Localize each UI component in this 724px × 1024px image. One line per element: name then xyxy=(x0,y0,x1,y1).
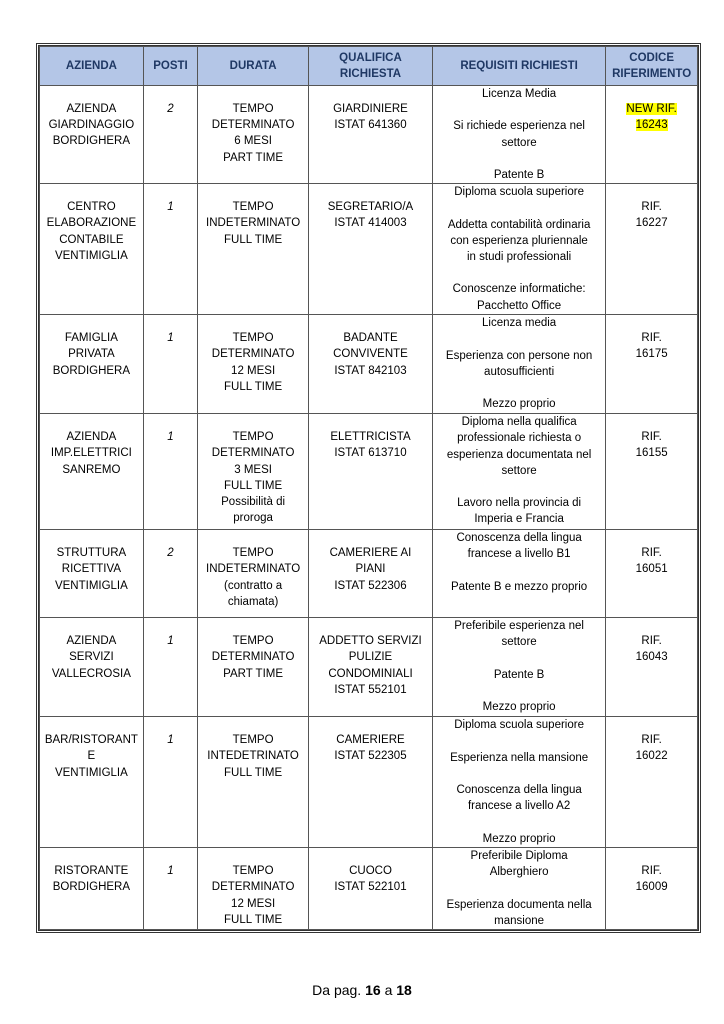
cell-durata-line: Possibilità di xyxy=(221,496,286,508)
cell-qualifica xyxy=(309,184,433,315)
cell-requisiti-line: Diploma scuola superiore xyxy=(454,719,584,732)
cell-codice-line: RIF. xyxy=(641,734,662,747)
cell-requisiti-line: esperienza documentata nel xyxy=(446,448,592,461)
cell-qualifica-line: CONVIVENTE xyxy=(333,348,408,361)
cell-codice-line: 16175 xyxy=(635,348,668,361)
cell-durata xyxy=(198,848,309,930)
table-row xyxy=(40,530,698,618)
table-row xyxy=(40,414,698,530)
cell-codice xyxy=(606,86,698,184)
cell-durata-line: (contratto a xyxy=(224,579,283,592)
header-requisiti: REQUISITI RICHIESTI xyxy=(432,47,605,86)
cell-requisiti xyxy=(432,315,605,414)
cell-qualifica-line: ISTAT 522305 xyxy=(334,750,407,763)
cell-qualifica-line: ISTAT 522101 xyxy=(334,881,407,894)
cell-requisiti-line: Patente B e mezzo proprio xyxy=(451,580,588,593)
cell-codice xyxy=(606,618,698,717)
cell-qualifica-line: ISTAT 414003 xyxy=(334,217,407,230)
cell-azienda-line: CONTABILE xyxy=(59,233,124,246)
cell-durata-line: TEMPO xyxy=(232,865,274,878)
cell-requisiti-line: Patente B xyxy=(493,168,545,181)
table-row xyxy=(40,848,698,930)
cell-azienda-line: BORDIGHERA xyxy=(52,364,131,377)
cell-codice xyxy=(606,530,698,618)
cell-codice-line: 16227 xyxy=(635,217,668,230)
cell-qualifica-line: ISTAT 522306 xyxy=(334,579,407,592)
table-row xyxy=(40,184,698,315)
cell-durata xyxy=(198,717,309,848)
cell-durata xyxy=(198,184,309,315)
cell-azienda-line: VENTIMIGLIA xyxy=(54,579,128,592)
cell-azienda-line: AZIENDA xyxy=(66,431,117,444)
cell-azienda-line: SERVIZI xyxy=(69,651,114,664)
cell-azienda-line: VALLECROSIA xyxy=(51,667,131,680)
cell-requisiti-line xyxy=(436,151,602,167)
cell-qualifica-line: ISTAT 641360 xyxy=(334,119,407,132)
table-row xyxy=(40,86,698,184)
cell-requisiti xyxy=(432,414,605,530)
cell-qualifica-line: ADDETTO SERVIZI xyxy=(319,635,422,648)
cell-posti: 1 xyxy=(143,414,197,530)
cell-requisiti-line: con esperienza pluriennale xyxy=(450,234,588,247)
cell-durata-line: TEMPO xyxy=(232,635,274,648)
cell-durata xyxy=(198,618,309,717)
cell-codice-line: RIF. xyxy=(641,865,662,878)
cell-qualifica-line: SEGRETARIO/A xyxy=(327,201,414,214)
cell-durata-line: 12 MESI xyxy=(231,364,276,377)
cell-azienda-line: BORDIGHERA xyxy=(52,881,131,894)
cell-requisiti xyxy=(432,618,605,717)
cell-qualifica-line: CUOCO xyxy=(349,865,392,878)
cell-requisiti-line: Licenza Media xyxy=(482,88,557,100)
cell-requisiti-line: Licenza media xyxy=(482,317,557,330)
header-posti: POSTI xyxy=(143,47,197,86)
cell-codice-line: 16043 xyxy=(635,651,668,664)
header-qualifica-line: QUALIFICA xyxy=(339,51,402,64)
footer-page-from: 16 xyxy=(365,982,381,998)
cell-requisiti-line: Alberghiero xyxy=(489,866,549,879)
cell-qualifica-line: CONDOMINIALI xyxy=(328,667,413,680)
cell-requisiti-line: mansione xyxy=(494,914,545,927)
cell-qualifica-line: ELETTRICISTA xyxy=(330,431,411,444)
cell-qualifica-line: PIANI xyxy=(355,563,386,576)
cell-durata-line: TEMPO xyxy=(232,103,274,115)
cell-azienda xyxy=(40,414,144,530)
cell-requisiti-line: Addetta contabilità ordinaria xyxy=(447,218,591,231)
cell-requisiti-line: Mezzo proprio xyxy=(482,832,556,845)
cell-azienda xyxy=(40,717,144,848)
cell-durata-line: PART TIME xyxy=(223,667,284,680)
cell-requisiti-line: francese a livello A2 xyxy=(467,800,571,813)
cell-durata-line: DETERMINATO xyxy=(211,348,295,361)
cell-requisiti-line xyxy=(436,766,602,782)
cell-qualifica-line: ISTAT 842103 xyxy=(334,364,407,377)
cell-codice xyxy=(606,184,698,315)
cell-requisiti-line: Esperienza documenta nella xyxy=(446,898,592,911)
cell-requisiti-line: Patente B xyxy=(493,668,545,681)
cell-azienda xyxy=(40,530,144,618)
cell-azienda-line: CENTRO xyxy=(67,201,116,214)
cell-posti: 1 xyxy=(143,315,197,414)
cell-durata-line: INDETERMINATO xyxy=(206,563,301,576)
cell-requisiti-line: Conoscenza della lingua xyxy=(456,783,582,796)
cell-requisiti-line xyxy=(436,479,602,495)
cell-requisiti-line: settore xyxy=(501,136,537,149)
cell-durata-line: TEMPO xyxy=(232,201,274,214)
cell-posti: 2 xyxy=(143,530,197,618)
cell-azienda-line: FAMIGLIA xyxy=(64,332,118,345)
cell-posti: 1 xyxy=(143,184,197,315)
cell-azienda-line: ELABORAZIONE xyxy=(46,217,137,230)
cell-azienda xyxy=(40,184,144,315)
cell-qualifica-line: PULIZIE xyxy=(348,651,393,664)
cell-azienda-line: PRIVATA xyxy=(68,348,115,361)
cell-requisiti-line xyxy=(436,814,602,830)
cell-requisiti-line xyxy=(436,733,602,749)
cell-codice-line xyxy=(609,101,694,117)
cell-durata-line: TEMPO xyxy=(232,547,274,560)
cell-requisiti-line xyxy=(436,651,602,667)
cell-codice xyxy=(606,848,698,930)
cell-azienda-line: VENTIMIGLIA xyxy=(54,249,128,262)
cell-requisiti-line xyxy=(436,200,602,216)
cell-durata xyxy=(198,414,309,530)
cell-codice-line: RIF. xyxy=(641,431,662,444)
table-row xyxy=(40,618,698,717)
cell-qualifica-line: CAMERIERE xyxy=(336,734,405,747)
cell-durata-line: 6 MESI xyxy=(234,135,272,148)
cell-qualifica-line: CAMERIERE AI xyxy=(329,547,412,560)
cell-qualifica xyxy=(309,315,433,414)
cell-requisiti xyxy=(432,184,605,315)
cell-durata-line: TEMPO xyxy=(232,332,274,345)
header-durata: DURATA xyxy=(198,47,309,86)
table-header-row xyxy=(40,47,698,86)
cell-durata-line: INTEDETRINATO xyxy=(207,750,299,763)
cell-requisiti-line xyxy=(436,683,602,699)
cell-durata-line: FULL TIME xyxy=(224,233,283,246)
cell-azienda-line: IMP.ELETTRICI xyxy=(50,447,132,460)
cell-requisiti-line: settore xyxy=(501,636,537,649)
cell-requisiti-line xyxy=(436,331,602,347)
cell-qualifica xyxy=(309,530,433,618)
cell-durata-line: 3 MESI xyxy=(234,463,272,476)
cell-azienda-line: GIARDINAGGIO xyxy=(48,119,135,132)
cell-requisiti-line: professionale richiesta o xyxy=(457,432,582,445)
cell-azienda xyxy=(40,86,144,184)
cell-qualifica-line: GIARDINIERE xyxy=(333,103,408,115)
cell-azienda-line: BORDIGHERA xyxy=(52,135,131,148)
cell-durata-line: PART TIME xyxy=(223,151,284,164)
cell-requisiti-line: francese a livello B1 xyxy=(467,548,571,561)
cell-posti: 1 xyxy=(143,618,197,717)
cell-durata-line: FULL TIME xyxy=(224,913,283,926)
cell-requisiti-line: settore xyxy=(501,464,537,477)
cell-requisiti-line: Diploma scuola superiore xyxy=(454,186,584,199)
cell-durata-line: DETERMINATO xyxy=(211,881,295,894)
cell-requisiti xyxy=(432,848,605,930)
cell-codice-line: RIF. xyxy=(641,635,662,648)
cell-azienda-line: E xyxy=(87,750,96,763)
cell-requisiti-line: Imperia e Francia xyxy=(474,513,564,526)
cell-codice-line: 16009 xyxy=(635,881,668,894)
cell-azienda-line: AZIENDA xyxy=(66,635,117,648)
cell-requisiti xyxy=(432,530,605,618)
footer-prefix: Da pag. xyxy=(312,982,362,998)
cell-azienda-line: VENTIMIGLIA xyxy=(54,766,128,779)
cell-requisiti-line xyxy=(436,380,602,396)
cell-durata-line: FULL TIME xyxy=(224,766,283,779)
cell-codice xyxy=(606,315,698,414)
cell-qualifica-line: BADANTE xyxy=(343,332,398,345)
cell-codice-line: 16022 xyxy=(635,750,668,763)
cell-qualifica-line: ISTAT 613710 xyxy=(334,447,407,460)
cell-durata-line: TEMPO xyxy=(232,734,274,747)
page-range-footer xyxy=(0,982,724,998)
cell-azienda-line: AZIENDA xyxy=(66,103,117,115)
header-codice xyxy=(606,47,698,86)
cell-requisiti-line: in studi professionali xyxy=(467,250,572,263)
cell-requisiti-line: Esperienza con persone non xyxy=(445,349,593,362)
new-ref-highlight: 16243 xyxy=(635,119,668,132)
cell-codice-line: 16051 xyxy=(635,563,668,576)
cell-qualifica-line: ISTAT 552101 xyxy=(334,683,407,696)
cell-qualifica xyxy=(309,86,433,184)
cell-requisiti-line: Mezzo proprio xyxy=(482,701,556,714)
cell-codice-line: RIF. xyxy=(641,201,662,214)
cell-durata-line: proroga xyxy=(233,512,273,525)
cell-codice xyxy=(606,414,698,530)
cell-requisiti-line: Pacchetto Office xyxy=(477,299,562,312)
header-azienda: AZIENDA xyxy=(40,47,144,86)
cell-azienda xyxy=(40,618,144,717)
header-codice-line: RIFERIMENTO xyxy=(612,68,692,80)
table-row xyxy=(40,315,698,414)
cell-azienda xyxy=(40,315,144,414)
cell-durata-line: DETERMINATO xyxy=(211,651,295,664)
cell-requisiti-line: Si richiede esperienza nel xyxy=(453,120,585,133)
job-listings-table xyxy=(36,43,701,933)
cell-durata-line: DETERMINATO xyxy=(211,119,295,132)
cell-requisiti-line xyxy=(436,563,602,579)
cell-azienda-line: RICETTIVA xyxy=(61,563,121,576)
header-qualifica xyxy=(309,47,433,86)
footer-middle: a xyxy=(384,982,393,998)
header-codice-line: CODICE xyxy=(629,51,674,64)
cell-requisiti-line xyxy=(436,102,602,118)
cell-durata xyxy=(198,315,309,414)
cell-durata-line: FULL TIME xyxy=(224,479,283,492)
cell-requisiti-line: Preferibile Diploma xyxy=(470,850,568,863)
cell-posti: 2 xyxy=(143,86,197,184)
cell-azienda xyxy=(40,848,144,930)
cell-azienda-line: RISTORANTE xyxy=(54,865,129,878)
footer-page-to: 18 xyxy=(396,982,412,998)
cell-azienda-line: STRUTTURA xyxy=(56,547,127,560)
cell-requisiti xyxy=(432,86,605,184)
cell-requisiti-line xyxy=(436,265,602,281)
cell-requisiti-line: autosufficienti xyxy=(484,365,555,378)
cell-requisiti xyxy=(432,717,605,848)
cell-posti: 1 xyxy=(143,717,197,848)
cell-requisiti-line: Lavoro nella provincia di xyxy=(457,497,582,510)
cell-codice-line xyxy=(609,117,694,133)
cell-qualifica xyxy=(309,618,433,717)
cell-requisiti-line xyxy=(436,881,602,897)
cell-durata xyxy=(198,530,309,618)
cell-codice-line: 16155 xyxy=(635,447,668,460)
cell-codice xyxy=(606,717,698,848)
cell-codice-line: RIF. xyxy=(641,332,662,345)
cell-requisiti-line: Esperienza nella mansione xyxy=(450,751,589,764)
cell-codice-line: RIF. xyxy=(641,547,662,560)
cell-durata-line: INDETERMINATO xyxy=(206,217,301,230)
header-qualifica-line: RICHIESTA xyxy=(339,68,402,80)
cell-requisiti-line: Mezzo proprio xyxy=(482,398,556,411)
cell-qualifica xyxy=(309,414,433,530)
cell-qualifica xyxy=(309,848,433,930)
table-row xyxy=(40,717,698,848)
cell-durata-line: TEMPO xyxy=(232,431,274,444)
cell-durata-line: FULL TIME xyxy=(224,380,283,393)
table-body xyxy=(40,86,698,930)
cell-azienda-line: BAR/RISTORANT xyxy=(44,734,138,747)
cell-durata xyxy=(198,86,309,184)
cell-durata-line: 12 MESI xyxy=(231,897,276,910)
cell-durata-line: chiamata) xyxy=(227,595,279,608)
cell-requisiti-line: Preferibile esperienza nel xyxy=(454,620,584,633)
new-ref-highlight: NEW RIF. xyxy=(626,103,677,115)
cell-qualifica xyxy=(309,717,433,848)
cell-durata-line: DETERMINATO xyxy=(211,447,295,460)
cell-requisiti-line: Diploma nella qualifica xyxy=(461,416,577,429)
cell-requisiti-line: Conoscenze informatiche: xyxy=(452,283,586,296)
cell-azienda-line: SANREMO xyxy=(62,463,121,476)
cell-posti: 1 xyxy=(143,848,197,930)
cell-requisiti-line: Conoscenza della lingua xyxy=(456,532,582,545)
